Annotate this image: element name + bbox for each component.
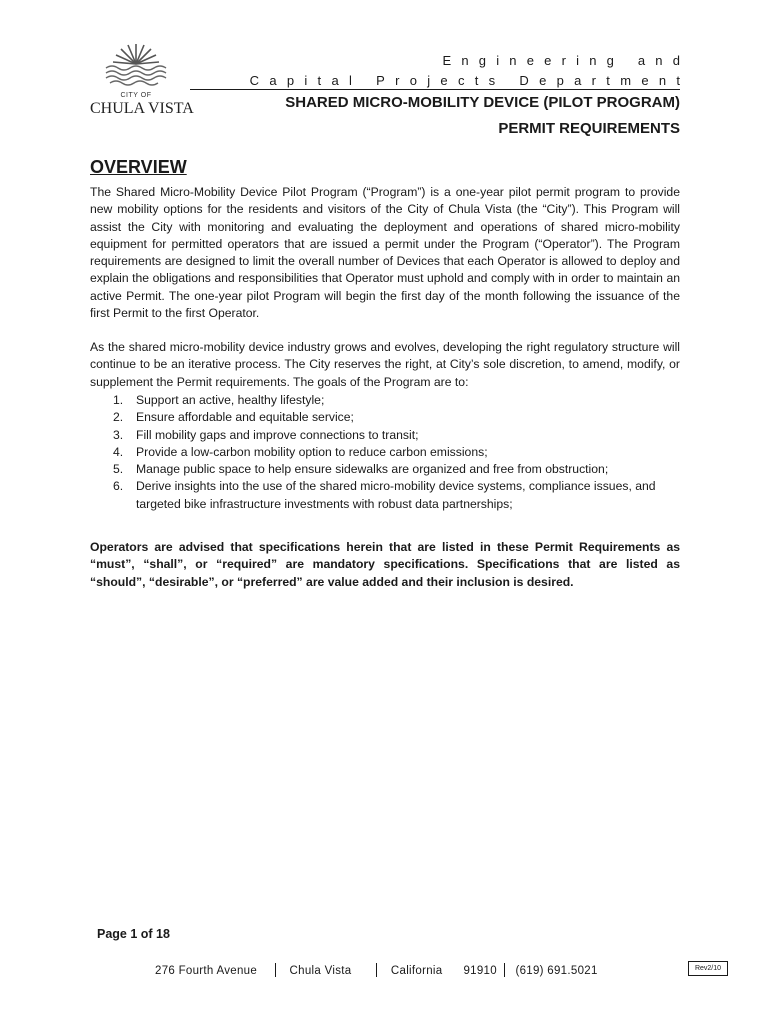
goal-item <box>90 427 680 444</box>
overview-heading: OVERVIEW <box>90 157 187 177</box>
footer-separator <box>275 963 276 977</box>
goal-number: 4. <box>113 444 124 459</box>
sun-wave-logo-icon <box>90 40 182 92</box>
revision-box: Rev2/10 <box>688 961 728 976</box>
footer-zip: 91910 <box>463 965 497 977</box>
overview-paragraph-1: The Shared Micro-Mobility Device Pilot Program (“Program”) is a one-year pilot permit program to provide new mobility options for the residents and visitors of the City of Chula Vista (the “City”). This Program will assist the City with monitoring and evaluating the deployment and operations of shared micro-mobility equipment for permitted operators that are issued a permit under the Program (“Operator”). The Program requirements are designed to limit the overall number of Devices that each Operator is allowed to deploy and explain the obligations and responsibilities that Operator must uphold and comply with in order to maintain an active Permit. The one-year pilot Program will begin the first day of the month following the issuance of the first Permit to the first Operator. <box>90 185 680 321</box>
goal-number: 6. <box>113 479 124 494</box>
goal-item <box>90 392 680 409</box>
goal-item <box>90 444 680 461</box>
footer-state: California <box>390 965 443 977</box>
goal-number: 1. <box>113 393 124 407</box>
document-title-line-2: PERMIT REQUIREMENTS <box>498 120 680 137</box>
goal-number: 5. <box>113 462 124 477</box>
overview-paragraph-2: As the shared micro-mobility device industry grows and evolves, developing the right regulatory structure will continue to be an iterative process. The City reserves the right, at City’s sole discretion, to amend, modify, or supplement the Permit requirements. The goals of the Program are to: <box>90 340 680 389</box>
page-number: Page 1 of 18 <box>97 927 170 941</box>
footer-address-bar <box>155 963 598 977</box>
goal-number: 2. <box>113 410 124 425</box>
city-logo <box>90 40 194 120</box>
footer-street: 276 Fourth Avenue <box>155 965 258 977</box>
header-rule <box>190 89 680 90</box>
footer-separator <box>504 963 505 977</box>
footer-city: Chula Vista <box>289 965 352 977</box>
department-line-1: Engineering and <box>442 53 691 68</box>
goal-number: 3. <box>113 427 124 442</box>
goals-list <box>90 392 680 513</box>
goal-item <box>90 461 680 478</box>
goal-text: Ensure affordable and equitable service; <box>136 410 354 425</box>
goal-item <box>90 478 680 513</box>
goal-text: Derive insights into the use of the shared micro-mobility device systems, compliance issues, and targeted bike infrastructure investments with robust data partnerships; <box>136 479 656 511</box>
footer-separator <box>376 963 377 977</box>
footer-phone: (619) 691.5021 <box>515 965 598 977</box>
goal-text: Fill mobility gaps and improve connections to transit; <box>136 427 419 442</box>
goal-text: Manage public space to help ensure sidewalks are organized and free from obstruction; <box>136 462 609 477</box>
goal-text: Provide a low-carbon mobility option to reduce carbon emissions; <box>136 444 488 459</box>
goal-item <box>90 409 680 426</box>
goal-text: Support an active, healthy lifestyle; <box>136 393 325 407</box>
logo-city-of: CITY OF <box>120 92 152 99</box>
logo-city-name: CHULA VISTA <box>90 100 194 117</box>
document-title-line-1: SHARED MICRO-MOBILITY DEVICE (PILOT PROGRAM) <box>285 94 680 111</box>
department-line-2: Capital Projects Department <box>249 73 691 88</box>
operator-notice: Operators are advised that specifications herein that are listed in these Permit Requirements as “must”, “shall”, or “required” are mandatory specifications. Specifications that are listed as “should”, “desirable”, or “preferred” are value added and their inclusion is desired. <box>90 540 680 589</box>
